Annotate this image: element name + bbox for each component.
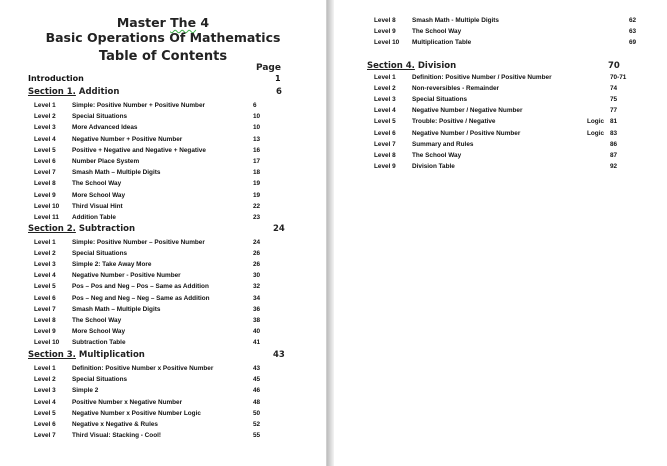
entry-page: 19 (253, 191, 261, 199)
entry-level: Level 10 (374, 39, 400, 47)
entry-page: 83 (610, 129, 618, 137)
section-heading (28, 224, 135, 234)
entry-level: Level 5 (34, 409, 56, 417)
entry-title: More Advanced Ideas (72, 124, 138, 132)
entry-page: 43 (253, 365, 261, 372)
entry-extra: Logic (587, 129, 605, 137)
entry-level: Level 7 (34, 305, 56, 313)
entry-title: Division Table (412, 162, 455, 170)
entry-title: The School Way (412, 151, 462, 159)
section-number: Section 2. (28, 224, 76, 234)
entry-title: Simple: Positive Number – Positive Number (72, 239, 205, 246)
entry-title: Definition: Positive Number / Positive Number (412, 74, 552, 81)
entry-title: Special Situations (72, 113, 128, 121)
entry-page: 26 (253, 261, 261, 269)
entry-page: 48 (253, 398, 261, 406)
section-page: 6 (276, 87, 282, 97)
entry-level: Level 2 (374, 85, 396, 93)
entry-page: 34 (253, 294, 261, 302)
entry-level: Level 3 (374, 96, 396, 104)
entry-level: Level 2 (34, 376, 56, 384)
introduction-label: Introduction (28, 74, 84, 83)
entry-page: 55 (253, 432, 261, 440)
entry-page: 81 (610, 118, 618, 126)
page-gutter (327, 0, 334, 466)
entry-title: The School Way (72, 316, 122, 324)
entry-level: Level 8 (374, 151, 396, 159)
title-word-the: The (170, 15, 197, 30)
section-page: 24 (273, 224, 285, 234)
entry-page: 13 (253, 135, 261, 143)
entry-title: Trouble: Positive / Negative (412, 118, 496, 126)
entry-level: Level 10 (34, 202, 60, 210)
entry-title: Negative Number x Positive Number Logic (72, 409, 201, 417)
entry-level: Level 8 (374, 17, 396, 24)
entry-level: Level 6 (34, 421, 56, 428)
entry-level: Level 8 (34, 316, 56, 324)
entry-title: Subtraction Table (72, 338, 126, 346)
entry-page: 45 (253, 376, 261, 384)
entry-level: Level 2 (34, 113, 56, 121)
entry-title: Pos – Neg and Neg – Neg – Same as Addition (72, 294, 210, 302)
page-column-header: Page (256, 63, 281, 73)
entry-page: 70-71 (610, 74, 627, 81)
entry-page: 30 (253, 272, 261, 280)
entry-title: Third Visual Hint (72, 202, 123, 210)
section-name: Division (417, 61, 457, 71)
section-page: 70 (608, 61, 620, 71)
entry-page: 41 (253, 338, 261, 346)
title-number: 4 (200, 15, 210, 30)
entry-page: 18 (253, 169, 261, 177)
entry-page: 40 (253, 327, 261, 335)
entry-level: Level 6 (34, 294, 56, 302)
entry-title: Smash Math – Multiple Digits (72, 305, 161, 313)
entry-level: Level 3 (34, 387, 56, 395)
entry-level: Level 7 (34, 432, 56, 440)
entry-level: Level 9 (34, 327, 56, 335)
entry-level: Level 1 (34, 365, 56, 372)
entry-title: Special Situations (412, 96, 468, 104)
left-document-page (0, 0, 327, 466)
section-number: Section 1. (28, 87, 76, 97)
entry-title: Negative Number - Positive Number (72, 272, 181, 280)
section-page: 43 (273, 350, 285, 360)
entry-title: Summary and Rules (412, 140, 474, 148)
section-name: Addition (78, 87, 120, 97)
entry-page: 50 (253, 409, 261, 417)
entry-level: Level 4 (34, 135, 56, 143)
entry-title: Special Situations (72, 376, 128, 384)
section-number: Section 4. (367, 61, 415, 71)
entry-title: Addition Table (72, 214, 116, 221)
entry-page: 52 (253, 421, 261, 428)
section-number: Section 3. (28, 350, 76, 360)
entry-level: Level 1 (34, 239, 56, 246)
entry-title: Definition: Positive Number x Positive Number (72, 365, 214, 372)
entry-page: 75 (610, 96, 618, 104)
entry-page: 32 (253, 283, 261, 291)
right-document-page (334, 0, 667, 466)
entry-level: Level 7 (374, 140, 396, 148)
entry-page: 6 (253, 102, 257, 109)
entry-title: Simple: Positive Number + Positive Number (72, 102, 205, 109)
introduction-page: 1 (275, 74, 281, 83)
entry-level: Level 4 (374, 107, 396, 115)
entry-level: Level 3 (34, 124, 56, 132)
section-heading (28, 87, 119, 97)
entry-level: Level 2 (34, 250, 56, 258)
entry-title: Simple 2 (72, 387, 99, 395)
entry-page: 69 (629, 39, 637, 47)
entry-title: Special Situations (72, 250, 128, 258)
entry-title: Negative x Negative & Rules (72, 421, 158, 428)
entry-page: 87 (610, 151, 618, 159)
entry-page: 92 (610, 162, 618, 170)
entry-title: Simple 2: Take Away More (72, 261, 152, 269)
entry-title: Negative Number / Negative Number (412, 107, 523, 115)
entry-level: Level 4 (34, 272, 56, 280)
title-word-master: Master (116, 15, 166, 30)
entry-level: Level 4 (34, 398, 56, 406)
entry-page: 46 (253, 387, 261, 395)
toc-heading: Table of Contents (98, 49, 228, 64)
entry-title: Positive + Negative and Negative + Negative (72, 146, 206, 154)
entry-title: Number Place System (72, 158, 140, 165)
entry-title: The School Way (72, 180, 122, 188)
entry-page: 63 (629, 28, 637, 36)
document-title (0, 15, 326, 30)
entry-page: 77 (610, 107, 618, 115)
entry-title: Negative Number / Positive Number (412, 129, 521, 137)
entry-level: Level 8 (34, 180, 56, 188)
section-heading (367, 61, 456, 71)
entry-level: Level 6 (34, 158, 56, 165)
entry-page: 36 (253, 305, 261, 313)
entry-title: Smash Math – Multiple Digits (72, 169, 161, 177)
entry-level: Level 1 (374, 74, 396, 81)
section-name: Multiplication (78, 350, 145, 360)
entry-level: Level 5 (34, 283, 56, 291)
entry-page: 38 (253, 316, 261, 324)
entry-extra: Logic (587, 118, 605, 126)
entry-level: Level 7 (34, 169, 56, 177)
entry-title: Multiplication Table (412, 39, 472, 47)
entry-page: 86 (610, 140, 618, 148)
entry-level: Level 11 (34, 214, 59, 221)
entry-title: Pos – Pos and Neg – Pos – Same as Addition (72, 283, 209, 291)
entry-title: Smash Math - Multiple Digits (412, 17, 499, 24)
entry-page: 19 (253, 180, 261, 188)
entry-title: Negative Number + Positive Number (72, 135, 183, 143)
entry-level: Level 9 (34, 191, 56, 199)
entry-level: Level 3 (34, 261, 56, 269)
entry-level: Level 1 (34, 102, 56, 109)
entry-level: Level 6 (374, 129, 396, 137)
section-heading (28, 350, 145, 360)
entry-page: 62 (629, 17, 637, 24)
entry-title: Third Visual: Stacking - Cool! (72, 432, 162, 440)
entry-level: Level 5 (374, 118, 396, 126)
entry-title: More School Way (72, 191, 126, 199)
entry-page: 24 (253, 239, 261, 246)
entry-page: 17 (253, 158, 261, 165)
entry-title: The School Way (412, 28, 462, 36)
entry-page: 74 (610, 85, 618, 93)
entry-page: 23 (253, 214, 261, 221)
entry-page: 26 (253, 250, 261, 258)
entry-level: Level 10 (34, 338, 60, 346)
entry-page: 10 (253, 113, 261, 121)
entry-page: 16 (253, 146, 261, 154)
section-name: Subtraction (78, 224, 136, 234)
entry-page: 10 (253, 124, 261, 132)
entry-title: Positive Number x Negative Number (72, 398, 183, 406)
entry-title: Non-reversibles - Remainder (412, 85, 500, 93)
document-subtitle: Basic Operations Of Mathematics (45, 30, 281, 45)
entry-title: More School Way (72, 327, 126, 335)
entry-level: Level 9 (374, 28, 396, 36)
entry-page: 22 (253, 202, 261, 210)
entry-level: Level 5 (34, 146, 56, 154)
entry-level: Level 9 (374, 162, 396, 170)
